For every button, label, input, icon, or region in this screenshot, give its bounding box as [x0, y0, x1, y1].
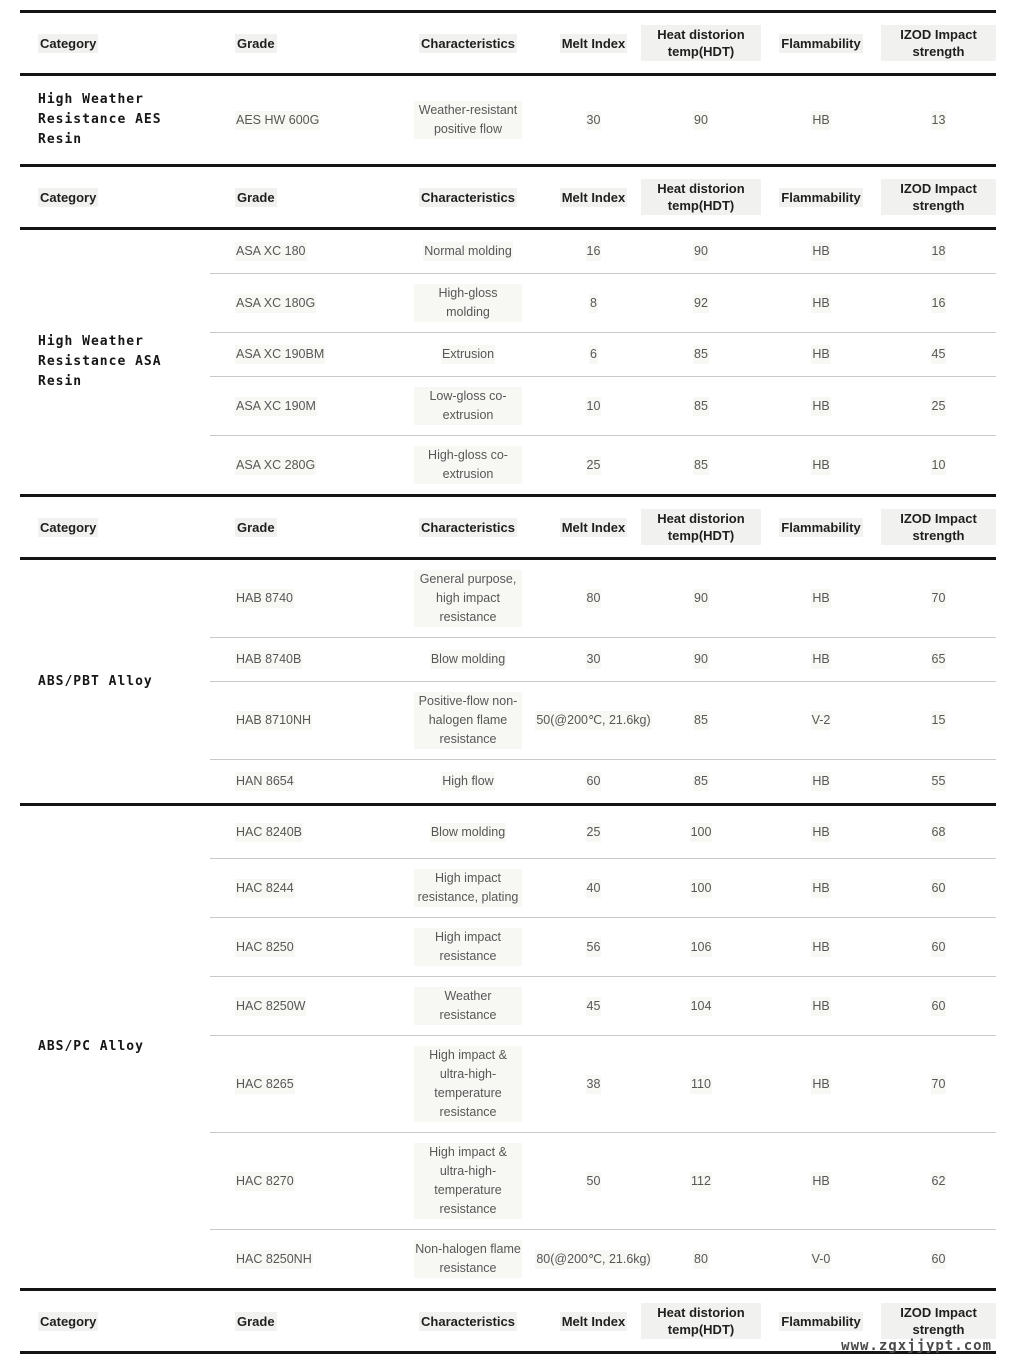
izod-cell	[881, 869, 996, 908]
grade-cell	[210, 869, 390, 908]
characteristics-cell	[390, 436, 546, 494]
izod-cell	[881, 101, 996, 140]
melt-index-cell	[546, 284, 641, 323]
characteristics-cell	[390, 91, 546, 149]
section-rows	[210, 560, 996, 803]
melt-index-cell	[546, 232, 641, 271]
melt-index-cell	[546, 813, 641, 852]
column-header-label: Heat distorion temp(HDT)	[641, 509, 761, 545]
table-row	[210, 759, 996, 803]
column-header-grade	[210, 518, 390, 537]
column-header-category	[20, 518, 210, 537]
melt-index-value: 50(@200℃, 21.6kg)	[535, 711, 651, 730]
characteristics-value: Positive-flow non-halogen flame resistance	[414, 692, 522, 749]
izod-cell	[881, 640, 996, 679]
hdt-value: 85	[693, 397, 709, 416]
flammability-cell	[761, 869, 881, 908]
characteristics-cell	[390, 640, 546, 679]
table-row	[210, 76, 996, 164]
characteristics-value: High impact & ultra-high-temperature resistance	[414, 1143, 522, 1219]
izod-value: 10	[931, 456, 947, 475]
melt-index-value: 8	[589, 294, 598, 313]
izod-value: 62	[931, 1172, 947, 1191]
table-row	[210, 917, 996, 976]
izod-cell	[881, 813, 996, 852]
melt-index-cell	[546, 101, 641, 140]
characteristics-cell	[390, 232, 546, 271]
characteristics-value: High-gloss molding	[414, 284, 522, 322]
flammability-cell	[761, 335, 881, 374]
characteristics-cell	[390, 859, 546, 917]
table-row	[210, 560, 996, 637]
flammability-value: V-2	[811, 711, 832, 730]
flammability-value: HB	[811, 242, 830, 261]
characteristics-value: Weather-resistant positive flow	[414, 101, 522, 139]
flammability-cell	[761, 701, 881, 740]
grade-cell	[210, 579, 390, 618]
hdt-cell	[641, 284, 761, 323]
melt-index-cell	[546, 335, 641, 374]
izod-value: 65	[931, 650, 947, 669]
grade-cell	[210, 387, 390, 426]
table-header-row	[20, 10, 996, 76]
column-header-melt-index	[546, 1312, 641, 1331]
column-header-grade	[210, 1312, 390, 1331]
column-header-melt-index	[546, 34, 641, 53]
izod-cell	[881, 284, 996, 323]
grade-value: ASA XC 180	[235, 242, 307, 261]
column-header-izod	[881, 509, 996, 545]
column-header-melt-index	[546, 188, 641, 207]
hdt-cell	[641, 579, 761, 618]
hdt-cell	[641, 1162, 761, 1201]
hdt-value: 85	[693, 711, 709, 730]
column-header-izod	[881, 1303, 996, 1339]
grade-value: ASA XC 280G	[235, 456, 316, 475]
flammability-value: HB	[811, 997, 830, 1016]
izod-value: 70	[931, 589, 947, 608]
melt-index-value: 38	[586, 1075, 602, 1094]
characteristics-cell	[390, 377, 546, 435]
melt-index-value: 6	[589, 345, 598, 364]
grade-value: AES HW 600G	[235, 111, 320, 130]
hdt-cell	[641, 232, 761, 271]
flammability-value: HB	[811, 1075, 830, 1094]
izod-value: 60	[931, 938, 947, 957]
izod-cell	[881, 1162, 996, 1201]
column-header-characteristics	[390, 188, 546, 207]
column-header-flammability	[761, 1312, 881, 1331]
characteristics-value: Blow molding	[430, 650, 506, 669]
characteristics-value: High impact resistance, plating	[414, 869, 522, 907]
column-header-label: Characteristics	[421, 519, 515, 535]
hdt-cell	[641, 701, 761, 740]
category-cell	[20, 76, 210, 164]
izod-cell	[881, 762, 996, 801]
column-header-label: Melt Index	[561, 1313, 626, 1329]
column-header-label: Grade	[237, 519, 275, 535]
column-header-label: Characteristics	[421, 189, 515, 205]
izod-value: 15	[931, 711, 947, 730]
izod-value: 70	[931, 1075, 947, 1094]
hdt-cell	[641, 1240, 761, 1279]
melt-index-cell	[546, 579, 641, 618]
column-header-label: Characteristics	[421, 1313, 515, 1329]
hdt-value: 90	[693, 589, 709, 608]
grade-cell	[210, 232, 390, 271]
grade-cell	[210, 813, 390, 852]
izod-value: 55	[931, 772, 947, 791]
flammability-cell	[761, 446, 881, 485]
izod-cell	[881, 928, 996, 967]
izod-value: 18	[931, 242, 947, 261]
melt-index-value: 60	[586, 772, 602, 791]
grade-value: HAC 8265	[235, 1075, 295, 1094]
flammability-value: HB	[811, 650, 830, 669]
flammability-cell	[761, 813, 881, 852]
column-header-label: Grade	[237, 1313, 275, 1329]
hdt-cell	[641, 446, 761, 485]
flammability-value: HB	[811, 397, 830, 416]
column-header-hdt	[641, 509, 761, 545]
grade-value: HAC 8244	[235, 879, 295, 898]
grade-value: HAC 8250NH	[235, 1250, 313, 1269]
izod-value: 45	[931, 345, 947, 364]
column-header-label: IZOD Impact strength	[881, 179, 996, 215]
flammability-cell	[761, 387, 881, 426]
characteristics-value: High flow	[441, 772, 494, 791]
izod-cell	[881, 335, 996, 374]
hdt-value: 85	[693, 772, 709, 791]
category-label: ABS/PBT Alloy	[38, 673, 153, 689]
izod-value: 60	[931, 1250, 947, 1269]
characteristics-value: High-gloss co-extrusion	[414, 446, 522, 484]
izod-cell	[881, 387, 996, 426]
column-header-label: Category	[40, 519, 97, 535]
izod-value: 16	[931, 294, 947, 313]
hdt-value: 106	[690, 938, 713, 957]
melt-index-value: 16	[586, 242, 602, 261]
characteristics-cell	[390, 335, 546, 374]
melt-index-value: 25	[586, 823, 602, 842]
izod-value: 60	[931, 997, 947, 1016]
column-header-label: IZOD Impact strength	[881, 509, 996, 545]
characteristics-cell	[390, 977, 546, 1035]
melt-index-cell	[546, 446, 641, 485]
melt-index-cell	[536, 701, 651, 740]
melt-index-value: 30	[586, 111, 602, 130]
column-header-label: Heat distorion temp(HDT)	[641, 25, 761, 61]
column-header-characteristics	[390, 518, 546, 537]
hdt-cell	[641, 1065, 761, 1104]
flammability-cell	[761, 579, 881, 618]
hdt-value: 90	[693, 650, 709, 669]
characteristics-cell	[390, 1133, 546, 1229]
melt-index-value: 10	[586, 397, 602, 416]
column-header-label: Heat distorion temp(HDT)	[641, 1303, 761, 1339]
hdt-cell	[641, 987, 761, 1026]
grade-value: HAB 8740B	[235, 650, 302, 669]
melt-index-cell	[546, 869, 641, 908]
flammability-value: V-0	[811, 1250, 832, 1269]
grade-value: ASA XC 180G	[235, 294, 316, 313]
flammability-value: HB	[811, 456, 830, 475]
flammability-cell	[761, 762, 881, 801]
hdt-value: 80	[693, 1250, 709, 1269]
flammability-value: HB	[811, 589, 830, 608]
hdt-value: 90	[693, 242, 709, 261]
melt-index-cell	[536, 1240, 651, 1279]
category-cell	[20, 560, 210, 803]
category-cell	[20, 806, 210, 1288]
grade-cell	[210, 101, 390, 140]
characteristics-value: General purpose, high impact resistance	[414, 570, 522, 627]
melt-index-value: 30	[586, 650, 602, 669]
column-header-label: Grade	[237, 189, 275, 205]
characteristics-value: Non-halogen flame resistance	[414, 1240, 522, 1278]
melt-index-cell	[546, 762, 641, 801]
characteristics-cell	[390, 762, 546, 801]
grade-cell	[210, 1240, 390, 1279]
melt-index-cell	[546, 1065, 641, 1104]
hdt-cell	[641, 762, 761, 801]
table-row	[210, 806, 996, 858]
characteristics-cell	[390, 813, 546, 852]
hdt-cell	[641, 640, 761, 679]
category-cell	[20, 230, 210, 494]
hdt-cell	[641, 813, 761, 852]
izod-value: 13	[931, 111, 947, 130]
grade-cell	[210, 987, 390, 1026]
melt-index-value: 50	[586, 1172, 602, 1191]
characteristics-cell	[390, 560, 546, 637]
category-label: High Weather Resistance AES Resin	[38, 92, 162, 147]
characteristics-cell	[390, 1036, 546, 1132]
grade-value: HAC 8250W	[235, 997, 306, 1016]
flammability-value: HB	[811, 879, 830, 898]
grade-cell	[210, 446, 390, 485]
table-row	[210, 976, 996, 1035]
characteristics-value: Extrusion	[441, 345, 495, 364]
characteristics-value: Blow molding	[430, 823, 506, 842]
hdt-value: 104	[690, 997, 713, 1016]
table-row	[210, 273, 996, 332]
table-row	[210, 1132, 996, 1229]
section-rows	[210, 806, 996, 1288]
izod-cell	[881, 232, 996, 271]
table-section	[20, 230, 996, 494]
characteristics-cell	[390, 274, 546, 332]
flammability-cell	[761, 1240, 881, 1279]
column-header-grade	[210, 188, 390, 207]
flammability-value: HB	[811, 938, 830, 957]
hdt-cell	[641, 869, 761, 908]
column-header-hdt	[641, 179, 761, 215]
izod-cell	[881, 701, 996, 740]
column-header-flammability	[761, 518, 881, 537]
flammability-value: HB	[811, 345, 830, 364]
table-row	[210, 230, 996, 273]
grade-cell	[210, 335, 390, 374]
column-header-label: Flammability	[781, 189, 861, 205]
grade-value: HAB 8740	[235, 589, 294, 608]
grade-value: HAC 8250	[235, 938, 295, 957]
hdt-value: 92	[693, 294, 709, 313]
column-header-label: Flammability	[781, 35, 861, 51]
melt-index-value: 40	[586, 879, 602, 898]
column-header-izod	[881, 179, 996, 215]
izod-cell	[881, 1240, 996, 1279]
table-row	[210, 332, 996, 376]
hdt-value: 112	[690, 1172, 712, 1191]
column-header-hdt	[641, 1303, 761, 1339]
hdt-value: 85	[693, 345, 709, 364]
grade-cell	[210, 762, 390, 801]
column-header-label: Melt Index	[561, 189, 626, 205]
flammability-cell	[761, 101, 881, 140]
characteristics-value: Weather resistance	[414, 987, 522, 1025]
grade-value: HAC 8240B	[235, 823, 303, 842]
characteristics-value: Normal molding	[423, 242, 513, 261]
flammability-cell	[761, 1065, 881, 1104]
grade-value: HAN 8654	[235, 772, 295, 791]
column-header-label: Category	[40, 1313, 97, 1329]
grade-cell	[210, 640, 390, 679]
melt-index-value: 80	[586, 589, 602, 608]
characteristics-cell	[390, 1230, 546, 1288]
table-header-row	[20, 164, 996, 230]
hdt-cell	[641, 335, 761, 374]
column-header-label: Category	[40, 189, 97, 205]
column-header-flammability	[761, 34, 881, 53]
hdt-value: 90	[693, 111, 709, 130]
flammability-value: HB	[811, 111, 830, 130]
flammability-value: HB	[811, 1172, 830, 1191]
hdt-cell	[641, 101, 761, 140]
column-header-category	[20, 34, 210, 53]
column-header-grade	[210, 34, 390, 53]
table-section	[20, 76, 996, 164]
section-rows	[210, 230, 996, 494]
column-header-label: IZOD Impact strength	[881, 1303, 996, 1339]
melt-index-cell	[546, 387, 641, 426]
melt-index-value: 25	[586, 456, 602, 475]
column-header-label: Melt Index	[561, 35, 626, 51]
grade-value: ASA XC 190M	[235, 397, 317, 416]
flammability-cell	[761, 987, 881, 1026]
izod-value: 25	[931, 397, 947, 416]
izod-cell	[881, 1065, 996, 1104]
grade-cell	[210, 1065, 390, 1104]
izod-cell	[881, 579, 996, 618]
column-header-label: IZOD Impact strength	[881, 25, 996, 61]
column-header-melt-index	[546, 518, 641, 537]
grade-cell	[210, 284, 390, 323]
table-row	[210, 435, 996, 494]
section-rows	[210, 76, 996, 164]
column-header-label: Flammability	[781, 1313, 861, 1329]
hdt-value: 85	[693, 456, 709, 475]
grade-value: HAC 8270	[235, 1172, 295, 1191]
izod-cell	[881, 446, 996, 485]
flammability-cell	[761, 640, 881, 679]
column-header-characteristics	[390, 34, 546, 53]
column-header-hdt	[641, 25, 761, 61]
table-row	[210, 637, 996, 681]
column-header-category	[20, 188, 210, 207]
column-header-label: Category	[40, 35, 97, 51]
flammability-cell	[761, 232, 881, 271]
category-label: High Weather Resistance ASA Resin	[38, 334, 162, 389]
hdt-value: 100	[690, 879, 713, 898]
column-header-label: Melt Index	[561, 519, 626, 535]
izod-value: 68	[931, 823, 947, 842]
melt-index-cell	[546, 987, 641, 1026]
characteristics-value: Low-gloss co-extrusion	[414, 387, 522, 425]
flammability-cell	[761, 1162, 881, 1201]
grade-cell	[210, 1162, 390, 1201]
melt-index-value: 45	[586, 997, 602, 1016]
flammability-cell	[761, 284, 881, 323]
column-header-characteristics	[390, 1312, 546, 1331]
izod-value: 60	[931, 879, 947, 898]
hdt-value: 100	[690, 823, 713, 842]
grade-value: ASA XC 190BM	[235, 345, 325, 364]
table-section	[20, 803, 996, 1288]
flammability-value: HB	[811, 823, 830, 842]
characteristics-value: High impact resistance	[414, 928, 522, 966]
watermark: www.zgxjjypt.com	[841, 1338, 992, 1354]
grade-cell	[210, 928, 390, 967]
table-section	[20, 560, 996, 803]
characteristics-cell	[390, 682, 546, 759]
table-row	[210, 858, 996, 917]
flammability-value: HB	[811, 772, 830, 791]
table-row	[210, 1035, 996, 1132]
melt-index-value: 56	[586, 938, 602, 957]
melt-index-cell	[546, 1162, 641, 1201]
grade-cell	[210, 701, 390, 740]
table-header-row	[20, 494, 996, 560]
izod-cell	[881, 987, 996, 1026]
characteristics-cell	[390, 918, 546, 976]
column-header-label: Flammability	[781, 519, 861, 535]
spec-table	[20, 10, 996, 1354]
grade-value: HAB 8710NH	[235, 711, 312, 730]
hdt-cell	[641, 928, 761, 967]
column-header-izod	[881, 25, 996, 61]
column-header-label: Heat distorion temp(HDT)	[641, 179, 761, 215]
flammability-cell	[761, 928, 881, 967]
column-header-flammability	[761, 188, 881, 207]
column-header-category	[20, 1312, 210, 1331]
melt-index-value: 80(@200℃, 21.6kg)	[535, 1250, 651, 1269]
column-header-label: Characteristics	[421, 35, 515, 51]
column-header-label: Grade	[237, 35, 275, 51]
melt-index-cell	[546, 640, 641, 679]
category-label: ABS/PC Alloy	[38, 1039, 144, 1054]
melt-index-cell	[546, 928, 641, 967]
table-row	[210, 681, 996, 759]
table-row	[210, 376, 996, 435]
table-row	[210, 1229, 996, 1288]
hdt-cell	[641, 387, 761, 426]
flammability-value: HB	[811, 294, 830, 313]
hdt-value: 110	[690, 1075, 712, 1094]
characteristics-value: High impact & ultra-high-temperature resistance	[414, 1046, 522, 1122]
